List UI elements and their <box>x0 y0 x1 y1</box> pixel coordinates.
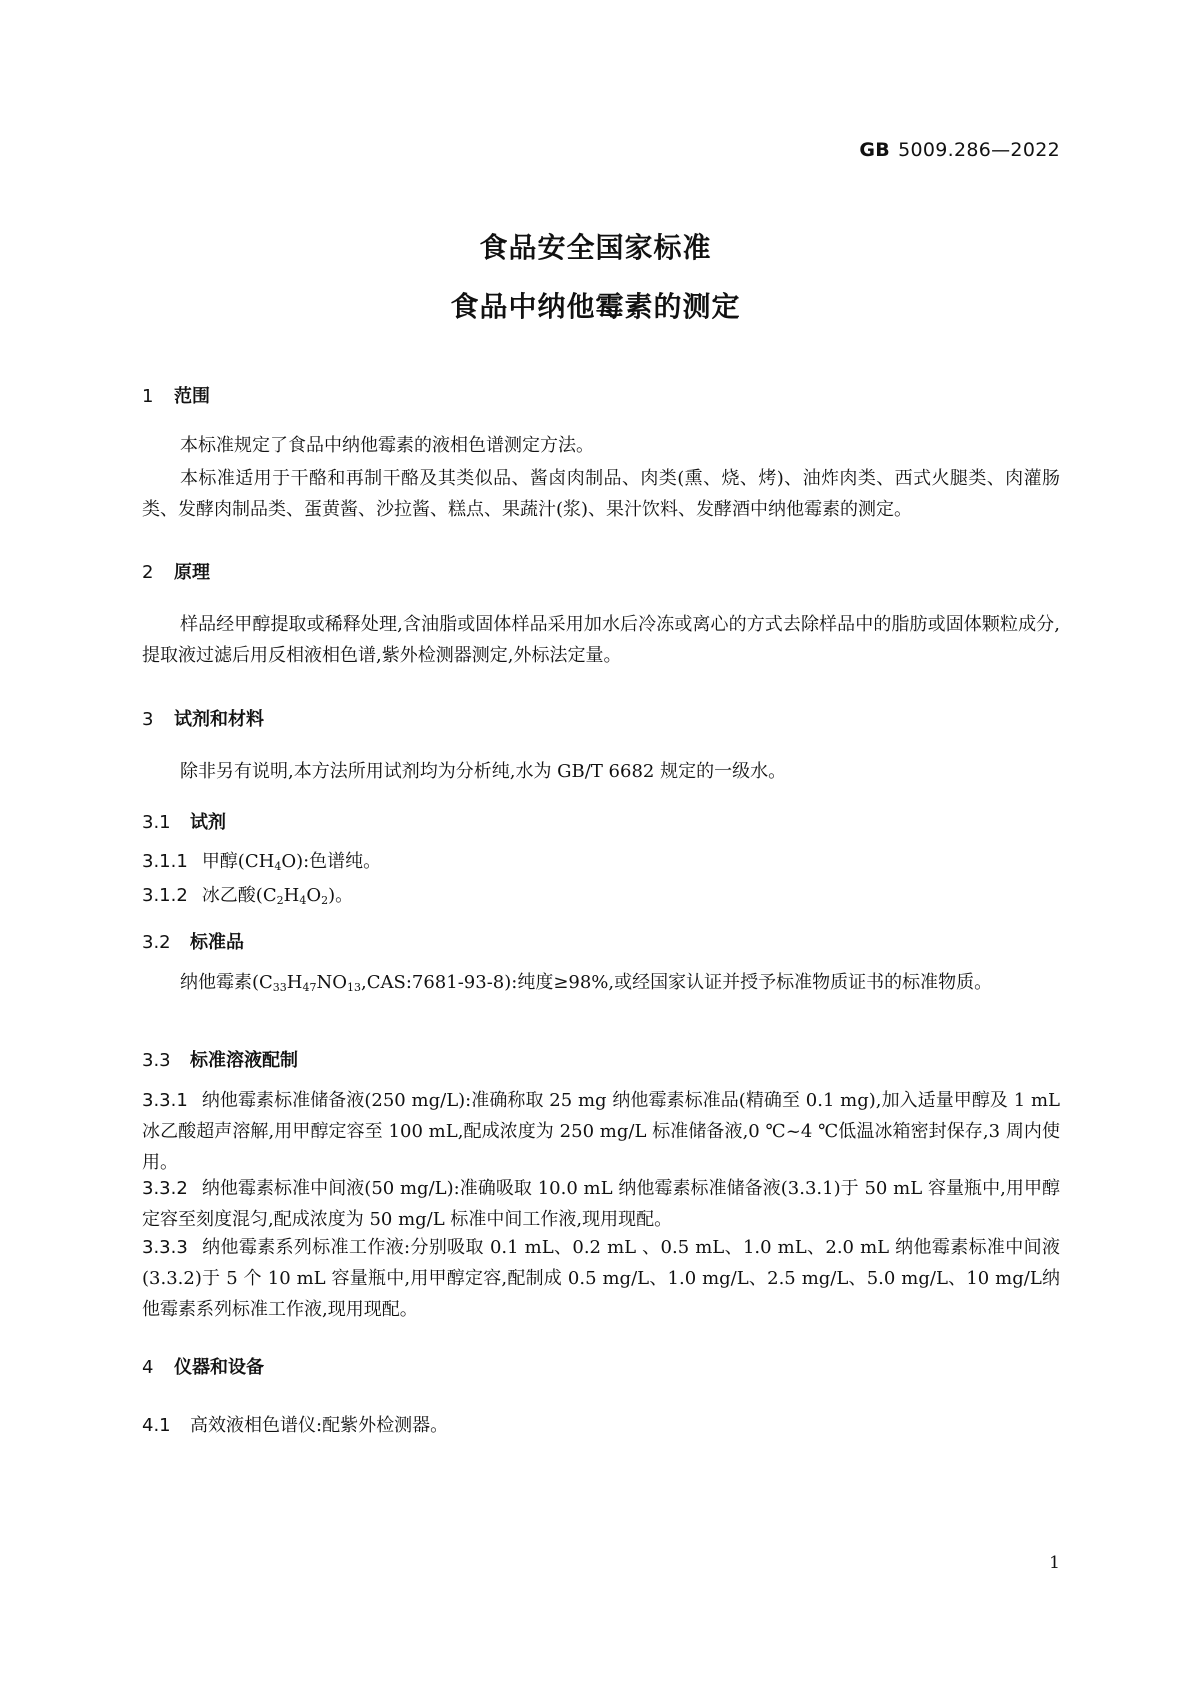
reference-sub-3: 13 <box>347 981 362 994</box>
clause-3-3-2-text: 纳他霉素标准中间液(50 mg/L):准确吸取 10.0 mL 纳他霉素标准储备液(3.3.1)于 50 mL 容量瓶中,用甲醇定容至刻度混匀,配成浓度为 50 mg/L 标准中间工作液,现用现配。 <box>142 1178 1060 1230</box>
clause-4-1 <box>142 1410 1060 1441</box>
section-3-2-paragraph <box>142 967 1060 1003</box>
section-3-1-heading <box>142 808 226 834</box>
standard-number: 5009.286—2022 <box>898 139 1060 161</box>
page-number: 1 <box>1049 1553 1060 1573</box>
clause-3-1-2-sub-2: 4 <box>299 894 307 907</box>
clause-3-1-2-sub-3: 2 <box>321 894 329 907</box>
section-2-paragraph-1: 样品经甲醇提取或稀释处理,含油脂或固体样品采用加水后冷冻或离心的方式去除样品中的脂肪或固体颗粒成分,提取液过滤后用反相液相色谱,紫外检测器测定,外标法定量。 <box>142 614 1060 666</box>
section-3-3-title: 标准溶液配制 <box>190 1050 298 1071</box>
title-line-1: 食品安全国家标准 <box>479 231 712 264</box>
section-4-number: 4 <box>142 1357 154 1378</box>
section-1-number: 1 <box>142 386 154 407</box>
clause-3-3-3 <box>142 1232 1060 1325</box>
clause-3-1-1-sub-1: 4 <box>274 860 282 873</box>
section-4-heading <box>142 1353 264 1379</box>
section-3-2-number: 3.2 <box>142 932 171 953</box>
reference-sub-2: 47 <box>302 981 317 994</box>
clause-3-1-2 <box>142 880 1060 916</box>
clause-3-1-2-text-d: )。 <box>328 885 354 906</box>
section-1-heading <box>142 382 210 408</box>
section-3-title: 试剂和材料 <box>174 709 264 730</box>
reference-sub-1: 33 <box>272 981 287 994</box>
section-3-paragraph-1: 除非另有说明,本方法所用试剂均为分析纯,水为 GB/T 6682 规定的一级水。 <box>180 761 787 782</box>
standard-code <box>859 139 1060 161</box>
section-2-title: 原理 <box>174 562 210 583</box>
clause-3-3-1-number: 3.3.1 <box>142 1090 188 1111</box>
clause-3-1-2-text-b: H <box>283 885 300 906</box>
clause-3-3-3-text: 纳他霉素系列标准工作液:分别吸取 0.1 mL、0.2 mL 、0.5 mL、1.0 mL、2.0 mL 纳他霉素标准中间液(3.3.2)于 5 个 10 mL 容量瓶中,用甲醇定容,配制成 0.5 mg/L、1.0 mg/L、2.5 mg/L、5.0 mg/L、10 mg/L纳他霉素系列标准工作液,现用现配。 <box>142 1237 1060 1320</box>
reference-text-c: NO <box>316 972 348 993</box>
section-1-title: 范围 <box>174 386 210 407</box>
clause-3-3-1 <box>142 1085 1060 1178</box>
section-2-number: 2 <box>142 562 154 583</box>
title-line-2: 食品中纳他霉素的测定 <box>450 290 741 323</box>
section-3-3-heading <box>142 1046 298 1072</box>
clause-3-1-2-number: 3.1.2 <box>142 885 188 906</box>
reference-text-b: H <box>286 972 303 993</box>
clause-3-3-2 <box>142 1173 1060 1235</box>
section-1-paragraph-1: 本标准规定了食品中纳他霉素的液相色谱测定方法。 <box>180 435 594 456</box>
reference-text-a: 纳他霉素(C <box>180 972 273 993</box>
standard-prefix: GB <box>859 139 891 161</box>
section-4-title: 仪器和设备 <box>174 1357 264 1378</box>
reference-text-d: ,CAS:7681-93-8):纯度≥98%,或经国家认证并授予标准物质证书的标准物质。 <box>361 972 993 993</box>
section-3-2-heading <box>142 928 244 954</box>
section-3-1-number: 3.1 <box>142 812 171 833</box>
section-1-paragraph-2: 本标准适用于干酪和再制干酪及其类似品、酱卤肉制品、肉类(熏、烧、烤)、油炸肉类、西式火腿类、肉灌肠类、发酵肉制品类、蛋黄酱、沙拉酱、糕点、果蔬汁(浆)、果汁饮料、发酵酒中纳他霉素的测定。 <box>142 468 1060 520</box>
clause-3-1-2-text-a: 冰乙酸(C <box>201 885 277 906</box>
clause-3-1-1-text-b: O):色谱纯。 <box>281 851 382 872</box>
section-3-1-title: 试剂 <box>190 812 226 833</box>
clause-3-1-1 <box>142 846 1060 882</box>
section-3-heading <box>142 705 264 731</box>
section-3-3-number: 3.3 <box>142 1050 171 1071</box>
clause-3-1-2-text-c: O <box>306 885 322 906</box>
clause-3-3-3-number: 3.3.3 <box>142 1237 188 1258</box>
clause-3-3-1-text: 纳他霉素标准储备液(250 mg/L):准确称取 25 mg 纳他霉素标准品(精确至 0.1 mg),加入适量甲醇及 1 mL 冰乙酸超声溶解,用甲醇定容至 100 mL,配成浓度为 250 mg/L 标准储备液,0 ℃~4 ℃低温冰箱密封保存,3 周内使用。 <box>142 1090 1060 1173</box>
clause-3-1-1-number: 3.1.1 <box>142 851 188 872</box>
clause-3-1-2-sub-1: 2 <box>276 894 284 907</box>
clause-4-1-text: 高效液相色谱仪:配紫外检测器。 <box>190 1415 449 1436</box>
clause-4-1-number: 4.1 <box>142 1415 171 1436</box>
section-2-heading <box>142 558 210 584</box>
clause-3-3-2-number: 3.3.2 <box>142 1178 188 1199</box>
clause-3-1-1-text-a: 甲醇(CH <box>201 851 275 872</box>
section-3-number: 3 <box>142 709 154 730</box>
section-3-2-title: 标准品 <box>190 932 244 953</box>
